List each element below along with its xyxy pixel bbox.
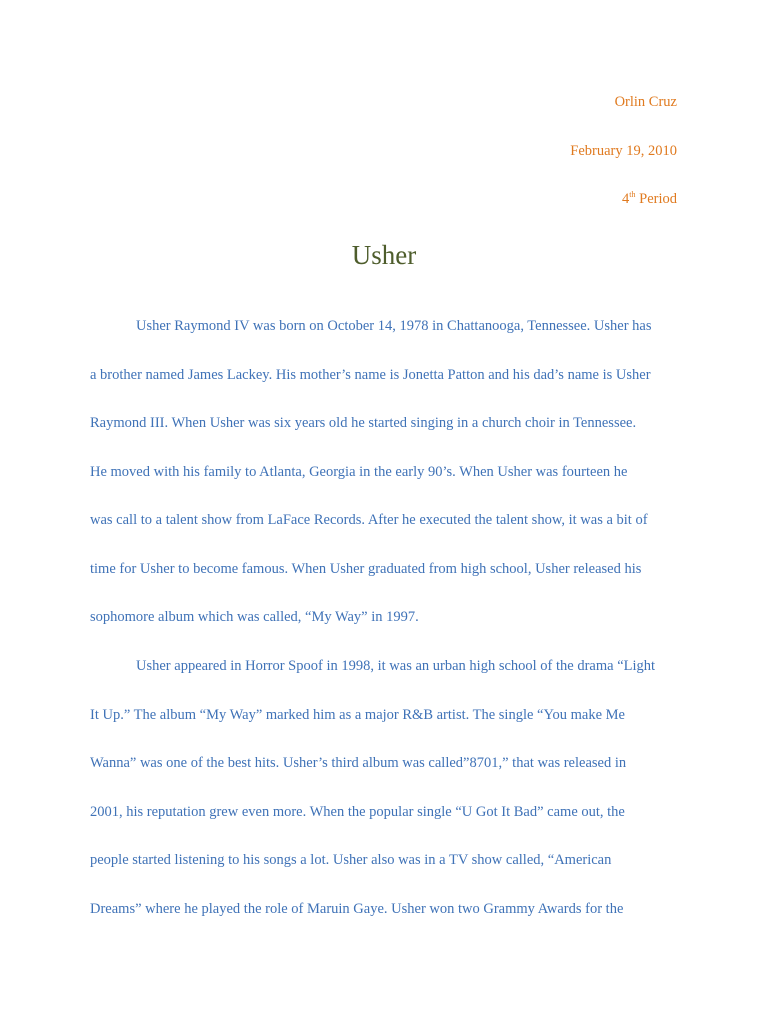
paragraph-1-line-7: sophomore album which was called, “My Way” in 1997. — [90, 609, 419, 625]
paragraph-2-line-1: Usher appeared in Horror Spoof in 1998, it was an urban high school of the drama “Light — [136, 658, 656, 674]
paragraph-2-line-2: It Up.” The album “My Way” marked him as a major R&B artist. The single “You make Me — [90, 707, 625, 723]
period-number: 4 — [622, 191, 630, 207]
paragraph-2-line-6: Dreams” where he played the role of Maruin Gaye. Usher won two Grammy Awards for the — [90, 901, 624, 917]
paragraph-1-line-1: Usher Raymond IV was born on October 14, 1978 in Chattanooga, Tennessee. Usher has — [136, 318, 652, 334]
paragraph-1-line-5: was call to a talent show from LaFace Records. After he executed the talent show, it was a bit of — [90, 512, 648, 528]
paragraph-2-line-5: people started listening to his songs a lot. Usher also was in a TV show called, “American — [90, 852, 612, 868]
document-title: Usher — [351, 240, 417, 270]
paragraph-2-line-4: 2001, his reputation grew even more. When the popular single “U Got It Bad” came out, the — [90, 804, 625, 820]
class-period — [622, 190, 677, 208]
document-date: February 19, 2010 — [570, 143, 677, 159]
period-suffix: th — [629, 190, 636, 200]
paragraph-1-line-4: He moved with his family to Atlanta, Georgia in the early 90’s. When Usher was fourteen he — [90, 464, 628, 480]
paragraph-1-line-6: time for Usher to become famous. When Usher graduated from high school, Usher released his — [90, 561, 642, 577]
period-word: Period — [635, 191, 677, 207]
paragraph-2-line-3: Wanna” was one of the best hits. Usher’s third album was called”8701,” that was released in — [90, 755, 627, 771]
author-name: Orlin Cruz — [614, 94, 677, 110]
paragraph-1-line-2: a brother named James Lackey. His mother’s name is Jonetta Patton and his dad’s name is Usher — [90, 367, 651, 383]
paragraph-1-line-3: Raymond III. When Usher was six years old he started singing in a church choir in Tennessee. — [90, 415, 637, 431]
